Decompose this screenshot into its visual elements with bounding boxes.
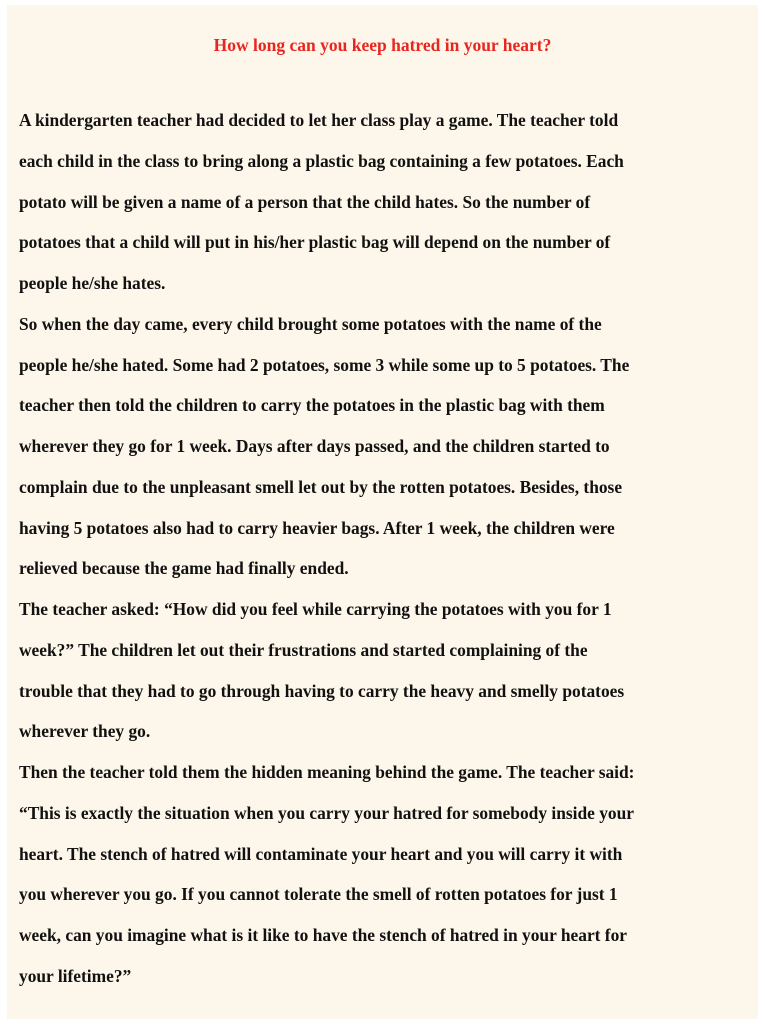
story-line: teacher then told the children to carry the potatoes in the plastic bag with them	[19, 395, 605, 416]
story-line: So when the day came, every child brought some potatoes with the name of the	[19, 313, 602, 334]
story-line: people he/she hates.	[19, 273, 166, 293]
story-line: Then the teacher told them the hidden meaning behind the game. The teacher said:	[19, 762, 635, 782]
story-line: relieved because the game had finally ended.	[19, 558, 349, 579]
story-line: people he/she hated. Some had 2 potatoes, some 3 while some up to 5 potatoes. The	[19, 354, 630, 375]
story-line: trouble that they had to go through having to carry the heavy and smelly potatoes	[19, 680, 625, 701]
story-page	[7, 5, 758, 1019]
story-line: A kindergarten teacher had decided to let her class play a game. The teacher told	[19, 110, 619, 130]
story-line: week, can you imagine what is it like to have the stench of hatred in your heart for	[19, 925, 628, 945]
story-body	[19, 100, 751, 997]
story-line: your lifetime?”	[19, 965, 132, 986]
story-line: week?” The children let out their frustrations and started complaining of the	[19, 639, 588, 660]
story-line: wherever they go for 1 week. Days after days passed, and the children started to	[19, 436, 610, 456]
story-line: heart. The stench of hatred will contaminate your heart and you will carry it with	[19, 843, 623, 864]
story-line: each child in the class to bring along a plastic bag containing a few potatoes. Each	[19, 150, 624, 171]
story-line: The teacher asked: “How did you feel while carrying the potatoes with you for 1	[19, 599, 612, 619]
story-line: wherever they go.	[19, 721, 151, 742]
story-line: “This is exactly the situation when you carry your hatred for somebody inside your	[19, 802, 634, 823]
story-line: you wherever you go. If you cannot tolerate the smell of rotten potatoes for just 1	[19, 884, 618, 905]
story-line: potato will be given a name of a person that the child hates. So the number of	[19, 191, 591, 212]
story-line: potatoes that a child will put in his/her plastic bag will depend on the number of	[19, 232, 611, 253]
story-line: complain due to the unpleasant smell let out by the rotten potatoes. Besides, those	[19, 476, 623, 497]
story-title: How long can you keep hatred in your heart?	[213, 35, 552, 55]
story-line: having 5 potatoes also had to carry heavier bags. After 1 week, the children were	[19, 517, 615, 538]
